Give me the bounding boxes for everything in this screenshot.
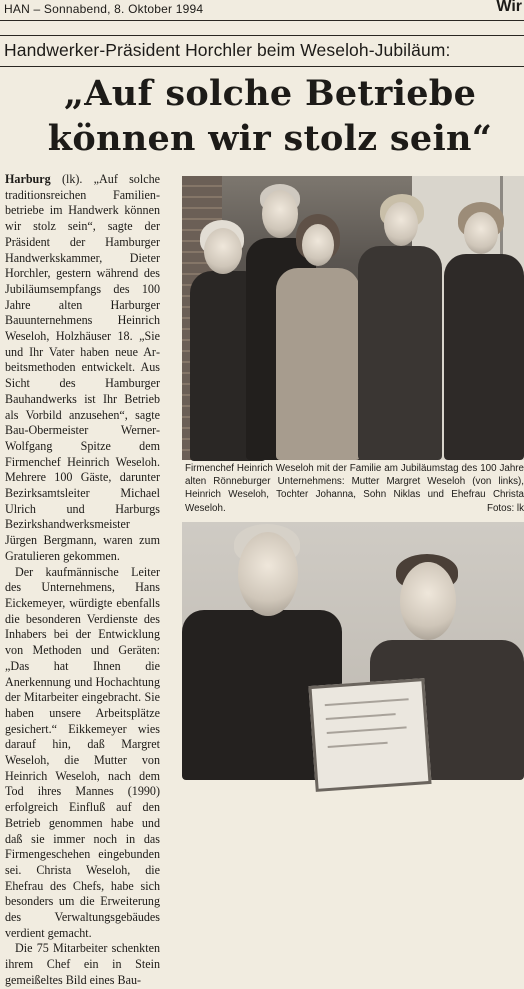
article-paragraph-2: Der kaufmännische Leiter des Unternehmens, Hans Eickemeyer, würdigte ebenfalls die besonderen Verdienste des Inhabers bei der Entwicklung von Methoden und Geräten: „Das hat Ihnen die Anerkennung und Hochachtung der Mitarbeiter eingebracht. Sie haben unsere Arbeitsplätze gesichert.“ Eikkemeyer wies darauf hin, daß Margret Weseloh, die Mutter von Heinrich Weseloh, nach dem Tod ihres Mannes (1990) erfolgreich Einfluß auf den Betrieb genommen habe und daß sie immer noch in das Firmengeschehen eingebunden sei. Christa Weseloh, die Ehefrau des Chefs, habe sich besonders um die Erweiterung des Verwaltungsgebäudes verdient gemacht. [5, 564, 160, 940]
article-body [5, 172, 160, 987]
photo-credit: Fotos: lk [486, 502, 524, 514]
caption-text: Firmenchef Heinrich Weseloh mit der Familie am Jubiläumstag des 100 Jahre alten Rönneburger Unternehmens: Mutter Margret Weseloh (von links), Heinrich Weseloh, Tochter Johanna, Sohn Niklas und Ehefrau Christa Weseloh. [185, 463, 524, 514]
article-paragraph-1 [5, 172, 160, 565]
article-paragraph-3: Die 75 Mitarbeiter schenkten ihrem Chef ein in Stein gemeißeltes Bild eines Bau- [5, 941, 160, 987]
kicker-headline: Handwerker-Präsident Horchler beim Weseloh-Jubiläum: [4, 40, 451, 60]
family-photo [182, 176, 524, 460]
masthead [0, 0, 524, 21]
top-rule [0, 35, 524, 36]
headline-line-2: können wir stolz sein“ [47, 118, 493, 159]
photo-caption [185, 462, 524, 515]
paragraph-1-text: (lk). „Auf solche traditionsreichen Familienbetriebe im Handwerk können wir stolz sein“, sagte der Präsident der Hamburger Handwerkskammer, Dieter Horchler, gestern während des Jubiläumsempfangs des 100 Jahre alten Harburger Bauunternehmens Heinrich Weseloh, Holzhäuser 18. „Sie und Ihr Vater haben neue Arbeitsmethoden entwickelt. Aus Sicht des Hamburger Bauhandwerks ist Ihr Betrieb als Vorbild anzusehen“, sagte Bau-Obermeister Werner-Wolfgang Spitze dem Firmenchef Heinrich Weseloh. Mehrere 100 Gäste, darunter Bezirksamtsleiter Michael Ulrich und Harburgs Bezirkshandwerksmeister Jürgen Bergmann, waren zum Gratulieren gekommen. [5, 172, 160, 563]
certificate [308, 678, 431, 792]
headline [40, 71, 500, 161]
kicker-rule [0, 66, 524, 67]
certificate-photo [182, 522, 524, 774]
masthead-date: HAN – Sonnabend, 8. Oktober 1994 [4, 2, 204, 16]
dateline: Harburg [5, 172, 51, 186]
headline-line-1: „Auf solche Betriebe [63, 73, 477, 114]
masthead-fragment: Wir [496, 0, 522, 15]
